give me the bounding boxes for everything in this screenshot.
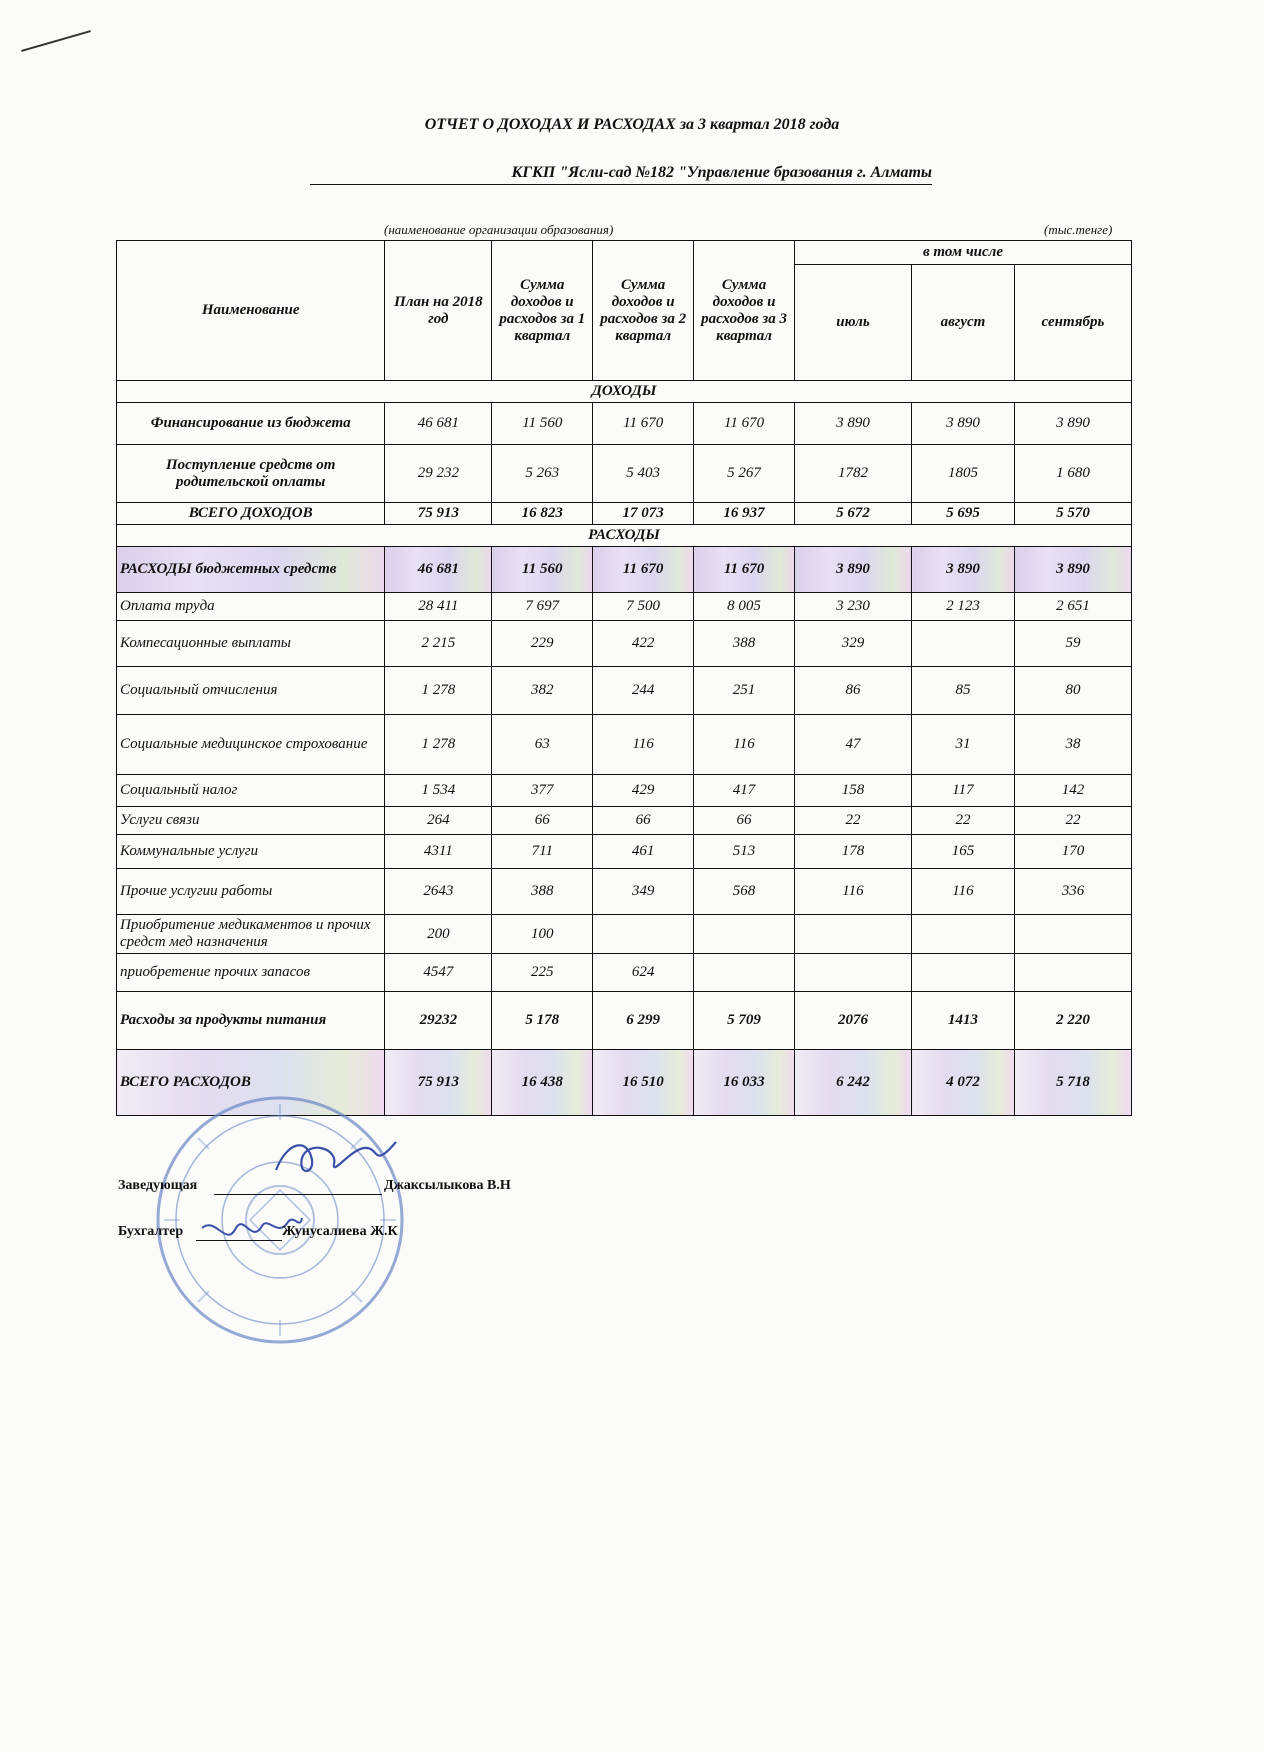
- row-value: 75 913: [385, 1050, 492, 1116]
- header-q3: Сумма доходов и расходов за 3 квартал: [694, 241, 795, 381]
- row-value: 377: [492, 775, 593, 807]
- row-value: 711: [492, 835, 593, 869]
- accountant-label: Бухгалтер: [118, 1224, 184, 1239]
- row-value: 1 278: [385, 715, 492, 775]
- row-value: 3 890: [912, 547, 1015, 593]
- row-value: 382: [492, 667, 593, 715]
- row-value: 388: [492, 869, 593, 915]
- row-value: 3 890: [794, 403, 911, 445]
- row-value: 4547: [385, 954, 492, 992]
- row-value: [1014, 954, 1131, 992]
- row-value: 66: [593, 807, 694, 835]
- table-row: [117, 992, 1132, 1050]
- accountant-name: Жунусалиева Ж.К: [282, 1224, 398, 1239]
- row-value: 47: [794, 715, 911, 775]
- row-value: 22: [794, 807, 911, 835]
- table-row: [117, 403, 1132, 445]
- row-value: 142: [1014, 775, 1131, 807]
- row-value: 5 403: [593, 445, 694, 503]
- row-value: 165: [912, 835, 1015, 869]
- row-value: 5 709: [694, 992, 795, 1050]
- row-value: 63: [492, 715, 593, 775]
- row-value: 86: [794, 667, 911, 715]
- header-including: в том числе: [794, 241, 1131, 265]
- table-row: [117, 807, 1132, 835]
- row-value: 422: [593, 621, 694, 667]
- row-value: 461: [593, 835, 694, 869]
- row-value: 329: [794, 621, 911, 667]
- row-value: 5 178: [492, 992, 593, 1050]
- row-value: 3 890: [1014, 547, 1131, 593]
- row-value: 116: [794, 869, 911, 915]
- row-value: 11 670: [593, 403, 694, 445]
- row-name: ВСЕГО ДОХОДОВ: [117, 503, 385, 525]
- row-value: 624: [593, 954, 694, 992]
- row-value: 568: [694, 869, 795, 915]
- row-value: 16 438: [492, 1050, 593, 1116]
- header-q1: Сумма доходов и расходов за 1 квартал: [492, 241, 593, 381]
- row-value: 22: [1014, 807, 1131, 835]
- row-value: 116: [593, 715, 694, 775]
- row-value: 100: [492, 915, 593, 954]
- row-value: 66: [492, 807, 593, 835]
- row-value: 336: [1014, 869, 1131, 915]
- row-value: 6 242: [794, 1050, 911, 1116]
- row-value: 29232: [385, 992, 492, 1050]
- section-expense: РАСХОДЫ: [117, 525, 1132, 547]
- row-value: 31: [912, 715, 1015, 775]
- row-value: [912, 954, 1015, 992]
- row-value: 116: [694, 715, 795, 775]
- row-name: приобретение прочих запасов: [117, 954, 385, 992]
- row-value: 17 073: [593, 503, 694, 525]
- row-name: Финансирование из бюджета: [117, 403, 385, 445]
- row-value: 1 278: [385, 667, 492, 715]
- row-value: 1782: [794, 445, 911, 503]
- row-value: 2 220: [1014, 992, 1131, 1050]
- report-table: [116, 240, 1132, 1116]
- row-value: 16 033: [694, 1050, 795, 1116]
- row-value: 38: [1014, 715, 1131, 775]
- header-august: август: [912, 265, 1015, 381]
- table-row: [117, 715, 1132, 775]
- row-value: 2643: [385, 869, 492, 915]
- table-row: [117, 775, 1132, 807]
- row-value: 349: [593, 869, 694, 915]
- row-name: Компесационные выплаты: [117, 621, 385, 667]
- table-row: [117, 954, 1132, 992]
- organization-name: КГКП "Ясли-сад №182 "Управление бразования г. Алматы: [310, 164, 932, 185]
- table-row: [117, 547, 1132, 593]
- row-value: 46 681: [385, 547, 492, 593]
- row-value: 229: [492, 621, 593, 667]
- row-value: 5 267: [694, 445, 795, 503]
- row-name: Расходы за продукты питания: [117, 992, 385, 1050]
- row-value: 200: [385, 915, 492, 954]
- row-value: 244: [593, 667, 694, 715]
- row-value: 11 670: [694, 547, 795, 593]
- row-value: 117: [912, 775, 1015, 807]
- row-value: 80: [1014, 667, 1131, 715]
- row-value: 7 697: [492, 593, 593, 621]
- org-caption: (наименование организации образования): [384, 222, 614, 237]
- scan-mark: [21, 30, 91, 52]
- row-value: 6 299: [593, 992, 694, 1050]
- row-value: [694, 954, 795, 992]
- table-row: [117, 621, 1132, 667]
- row-value: [694, 915, 795, 954]
- row-value: 2 123: [912, 593, 1015, 621]
- row-value: 85: [912, 667, 1015, 715]
- row-value: 116: [912, 869, 1015, 915]
- row-value: 1413: [912, 992, 1015, 1050]
- row-value: 11 560: [492, 547, 593, 593]
- row-value: 16 510: [593, 1050, 694, 1116]
- row-value: 429: [593, 775, 694, 807]
- row-value: 3 230: [794, 593, 911, 621]
- table-row: [117, 503, 1132, 525]
- row-value: 5 570: [1014, 503, 1131, 525]
- row-value: 16 937: [694, 503, 795, 525]
- row-value: [794, 915, 911, 954]
- row-name: Социальный налог: [117, 775, 385, 807]
- head-label: Заведующая: [118, 1178, 198, 1193]
- unit-caption: (тыс.тенге): [1044, 222, 1113, 237]
- row-value: 2 215: [385, 621, 492, 667]
- row-value: 11 560: [492, 403, 593, 445]
- row-name: Оплата труда: [117, 593, 385, 621]
- row-name: Прочие услугии работы: [117, 869, 385, 915]
- row-value: 4311: [385, 835, 492, 869]
- header-plan: План на 2018 год: [385, 241, 492, 381]
- row-value: 1 534: [385, 775, 492, 807]
- header-july: июль: [794, 265, 911, 381]
- row-value: 158: [794, 775, 911, 807]
- row-value: 5 718: [1014, 1050, 1131, 1116]
- head-name: Джаксылыкова В.Н: [384, 1178, 511, 1193]
- row-value: 29 232: [385, 445, 492, 503]
- row-name: Социальные медицинское строхование: [117, 715, 385, 775]
- row-value: 11 670: [593, 547, 694, 593]
- table-row: [117, 835, 1132, 869]
- table-row: [117, 593, 1132, 621]
- row-value: 225: [492, 954, 593, 992]
- row-value: 75 913: [385, 503, 492, 525]
- header-q2: Сумма доходов и расходов за 2 квартал: [593, 241, 694, 381]
- head-signature-line: [214, 1194, 382, 1195]
- row-value: 4 072: [912, 1050, 1015, 1116]
- row-value: 2 651: [1014, 593, 1131, 621]
- row-name: Поступление средств от родительской оплаты: [117, 445, 385, 503]
- row-value: 66: [694, 807, 795, 835]
- row-value: 178: [794, 835, 911, 869]
- table-row: [117, 667, 1132, 715]
- table-row: [117, 445, 1132, 503]
- section-income: ДОХОДЫ: [117, 381, 1132, 403]
- row-value: 3 890: [794, 547, 911, 593]
- row-name: Приобритение медикаментов и прочих средст мед назначения: [117, 915, 385, 954]
- row-value: 11 670: [694, 403, 795, 445]
- row-value: 417: [694, 775, 795, 807]
- row-value: [794, 954, 911, 992]
- row-value: 170: [1014, 835, 1131, 869]
- row-value: [912, 915, 1015, 954]
- header-name: Наименование: [117, 241, 385, 381]
- row-value: 5 672: [794, 503, 911, 525]
- table-row: [117, 915, 1132, 954]
- row-value: 22: [912, 807, 1015, 835]
- row-name: Социальный отчисления: [117, 667, 385, 715]
- row-value: 388: [694, 621, 795, 667]
- table-row: [117, 869, 1132, 915]
- row-value: [1014, 915, 1131, 954]
- report-title: ОТЧЕТ О ДОХОДАХ И РАСХОДАХ за 3 квартал 2018 года: [424, 116, 840, 133]
- row-value: 251: [694, 667, 795, 715]
- row-value: 5 263: [492, 445, 593, 503]
- row-value: 3 890: [912, 403, 1015, 445]
- row-value: 1 680: [1014, 445, 1131, 503]
- row-name: Услуги связи: [117, 807, 385, 835]
- row-name: Коммунальные услуги: [117, 835, 385, 869]
- row-value: 1805: [912, 445, 1015, 503]
- row-value: [593, 915, 694, 954]
- row-name: ВСЕГО РАСХОДОВ: [117, 1050, 385, 1116]
- accountant-signature-line: [196, 1240, 282, 1241]
- row-value: 28 411: [385, 593, 492, 621]
- row-value: 5 695: [912, 503, 1015, 525]
- row-value: 264: [385, 807, 492, 835]
- row-value: 7 500: [593, 593, 694, 621]
- row-value: 2076: [794, 992, 911, 1050]
- row-value: 3 890: [1014, 403, 1131, 445]
- row-value: 8 005: [694, 593, 795, 621]
- row-value: 16 823: [492, 503, 593, 525]
- row-name: РАСХОДЫ бюджетных средств: [117, 547, 385, 593]
- row-value: 513: [694, 835, 795, 869]
- row-value: [912, 621, 1015, 667]
- row-value: 46 681: [385, 403, 492, 445]
- row-value: 59: [1014, 621, 1131, 667]
- header-september: сентябрь: [1014, 265, 1131, 381]
